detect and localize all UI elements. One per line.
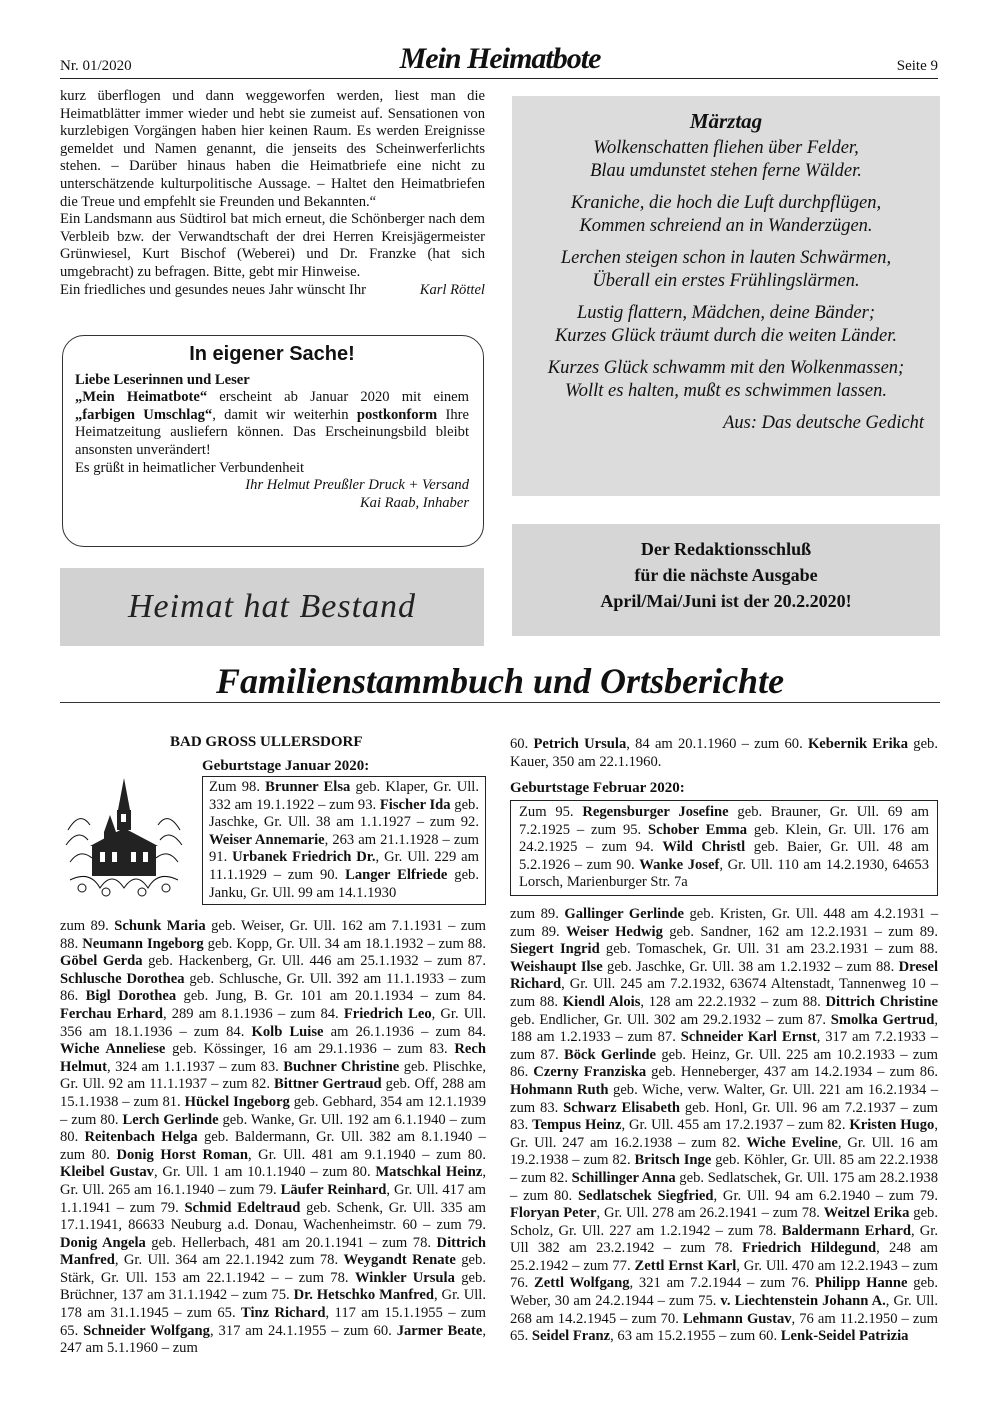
masthead-title: Mein Heimatbote	[399, 42, 601, 75]
birthday-detail: , Gr. Ull. 265 am 16.1.1940 – zum 79.	[60, 1164, 486, 1198]
notice-signature-2: Kai Raab, Inhaber	[359, 494, 469, 511]
january-birthdays-list	[60, 918, 486, 1358]
birthday-detail: , 63 am 15.2.1955 – zum 60.	[610, 1328, 781, 1345]
birthday-detail: , Gr. Ull. 94 am 6.2.1940 – zum 79.	[713, 1187, 938, 1204]
poem-title: Märztag	[689, 109, 763, 133]
deadline-line-2: für die nächste Ausgabe	[634, 565, 818, 585]
birthday-detail: geb. Scholz, Gr. Ull. 227 am 1.2.1942 – zum 78.	[510, 1205, 938, 1239]
birthday-detail: geb. Endlicher, Gr. Ull. 302 am 29.2.1932 – zum 87.	[510, 1011, 831, 1028]
poem-line: Kraniche, die hoch die Luft durchpflügen,	[570, 193, 882, 213]
intro-closing: Ein friedliches und gesundes neues Jahr wünscht Ihr	[60, 281, 366, 298]
person-name: Schwarz Elisabeth	[563, 1099, 680, 1116]
birthday-detail: , Gr. Ull. 278 am 26.2.1941 – zum 78.	[596, 1205, 824, 1222]
birthday-detail: , Gr. Ull. 229 am 11.1.1929 – zum 90.	[209, 849, 479, 883]
poem-line: Lerchen steigen schon in lauten Schwärmen,	[560, 248, 892, 268]
person-name: Kiendl Alois	[562, 993, 641, 1010]
birthday-detail: , 128 am 22.2.1932 – zum 88.	[640, 993, 826, 1010]
person-name: Hückel Ingeborg	[184, 1093, 290, 1110]
birthday-detail: am 26.1.1936 – zum 84.	[323, 1023, 486, 1040]
birthday-detail: geb. Heinz, Gr. Ull. 225 am 10.2.1933 – zum 86.	[510, 1046, 938, 1081]
birthday-detail: zum 89.	[60, 918, 115, 934]
birthday-detail: , 188 am 1.2.1933 – zum 87.	[510, 1011, 939, 1046]
person-name: Buchner Christine	[283, 1058, 400, 1075]
poem-stanza	[512, 247, 940, 293]
birthday-detail: geb. Sandner, 162 am 12.2.1931 – zum 89.	[662, 923, 938, 940]
birthday-detail: geb. Gebhard, 354 am 12.1.1939 – zum 80.	[60, 1093, 487, 1128]
birthday-detail: , Gr. Ull. 247 am 16.2.1938 – zum 82.	[510, 1117, 938, 1151]
birthday-detail: geb. Plischke, Gr. Ull. 92 am 11.1.1937 – zum 82.	[60, 1058, 486, 1093]
birthday-detail: , 76 am 11.2.1950 – zum 65.	[510, 1310, 938, 1345]
person-name: Ferchau Erhard	[60, 1005, 163, 1022]
person-name: Rech Helmut	[60, 1041, 486, 1075]
birthday-detail: geb. Schlusche, Gr. Ull. 392 am 11.1.1933 – zum 86.	[60, 970, 486, 1005]
deadline-line-3: April/Mai/Juni ist der 20.2.2020!	[600, 591, 852, 611]
birthday-detail: , Gr. Ull. 1 am 10.1.1940 – zum 80.	[153, 1164, 376, 1181]
birthday-detail: geb. Hellerbach, 481 am 20.1.1941 – zum 78.	[145, 1234, 437, 1251]
birthday-detail: , 324 am 1.1.1937 – zum 83.	[107, 1058, 284, 1075]
birthday-detail: , Gr. Ull. 178 am 31.1.1945 – zum 65.	[60, 1287, 486, 1322]
february-top-box	[510, 800, 938, 896]
birthday-detail: geb. Tomaschek, Gr. Ull. 31 am 23.2.1931 – zum 88.	[599, 941, 938, 958]
birthday-detail: geb. Jaschke, Gr. Ull. 38 am 1.2.1932 – zum 88.	[602, 958, 899, 975]
person-name: Göbel Gerda	[60, 953, 143, 970]
birthday-detail: , Gr. Ull. 417 am 1.1.1941 – zum 79.	[60, 1181, 486, 1216]
poem-stanza	[512, 137, 940, 183]
birthday-detail: , Gr. Ull. 268 am 14.2.1945 – zum 70.	[510, 1293, 938, 1327]
person-name: Winkler Ursula	[354, 1269, 455, 1286]
birthday-detail: geb. Kristen, Gr. Ull. 448 am 4.2.1931 – zum 89.	[510, 906, 938, 940]
birthday-detail: geb. Baier, Gr. Ull. 48 am 5.2.1926 – zum 90.	[519, 839, 929, 873]
person-name: Schmid Edeltraud	[184, 1199, 301, 1216]
person-name: Smolka Gertrud	[830, 1011, 935, 1028]
birthday-detail: geb. Weber, 30 am 24.2.1944 – zum 75.	[510, 1275, 939, 1310]
birthday-detail: , 317 am 7.2.1933 – zum 87.	[510, 1029, 938, 1063]
person-name: Gallinger Gerlinde	[564, 906, 684, 922]
birthday-detail: geb. Wanke, Gr. Ull. 192 am 6.1.1940 – zum 80.	[60, 1111, 486, 1146]
location-heading: BAD GROSS ULLERSDORF	[170, 734, 363, 750]
person-name: Dr. Hetschko Manfred	[293, 1287, 434, 1304]
poem-box	[512, 96, 940, 496]
heimat-banner-text: Heimat hat Bestand	[127, 588, 417, 625]
birthday-detail: geb. Honl, Gr. Ull. 96 am 7.2.1937 – zum 83.	[510, 1099, 938, 1134]
birthday-detail: geb. Klein, Gr. Ull. 176 am 24.2.1925 – zum 94.	[519, 821, 929, 856]
person-name: Britsch Inge	[634, 1152, 712, 1169]
person-name: Schlusche Dorothea	[60, 970, 185, 987]
person-name: Kleibel Gustav	[60, 1164, 154, 1181]
person-name: Wild Christl	[662, 839, 746, 856]
person-name: Bigl Dorothea	[85, 988, 177, 1005]
person-name: Schober Emma	[648, 821, 748, 838]
poem-line: Blau umdunstet stehen ferne Wälder.	[590, 161, 862, 181]
person-name: Kebernik Erika	[807, 736, 909, 752]
section-title: Familienstammbuch und Ortsberichte	[215, 661, 785, 701]
birthday-detail: , Gr. Ull. 470 am 12.2.1943 – zum 76.	[510, 1257, 938, 1292]
poem-line: Kurzes Glück schwamm mit den Wolkenmassen;	[547, 358, 905, 378]
birthday-detail: , 247 am 5.1.1960 – zum	[60, 1322, 487, 1357]
person-name: Reitenbach Helga	[84, 1129, 198, 1146]
birthday-detail: , 263 am 21.1.1928 – zum 91.	[209, 831, 479, 866]
person-name: Donig Angela	[60, 1234, 146, 1251]
intro-signature: Karl Röttel	[419, 281, 485, 298]
notice-regards: Es grüßt in heimatlicher Verbundenheit	[75, 459, 305, 476]
birthday-detail: geb. Wiche, verw. Walter, Gr. Ull. 221 am 16.2.1934 – zum 83.	[510, 1081, 939, 1116]
notice-greeting: Liebe Leserinnen und Leser	[75, 371, 250, 388]
person-name: Lenk-Seidel Patrizia	[780, 1328, 909, 1345]
birthday-detail: geb. Jaschke, Gr. Ull. 38 am 1.1.1927 – zum 92.	[209, 796, 479, 831]
person-name: Floryan Peter	[510, 1205, 597, 1222]
january-birthdays-continued	[510, 736, 938, 771]
birthday-detail: geb. Sedlatschek, Gr. Ull. 175 am 28.2.1938 – zum 80.	[510, 1169, 938, 1204]
person-name: Neumann Ingeborg	[82, 935, 204, 952]
person-name: Jarmer Beate	[396, 1322, 483, 1339]
intro-paragraph-2: Ein Landsmann aus Südtirol bat mich erneut, die Schönberger nach dem Verbleib bzw. der Verwandtschaft der drei Herren Kreisjägermeister Grünwiesel, Kurt Bischof (Weberei) und Dr. Franzke (hat sich umgebracht) zu befragen. Bitte, gebt mir Hinweise.	[60, 211, 485, 280]
person-name: Weitzel Erika	[823, 1205, 910, 1222]
person-name: Urbanek Friedrich Dr.	[232, 849, 376, 866]
person-name: Bittner Gertraud	[274, 1076, 382, 1093]
birthday-detail: geb. Klaper, Gr. Ull. 332 am 19.1.1922 – zum 93.	[209, 779, 480, 813]
person-name: Donig Horst Roman	[116, 1146, 248, 1163]
birthday-detail: geb. Kössinger, 16 am 29.1.1936 – zum 83.	[165, 1041, 455, 1058]
birthday-detail: , Gr. Ull. 364 am 22.1.1942 zum 78.	[114, 1252, 344, 1269]
person-name: Baldermann Erhard	[781, 1222, 911, 1239]
intro-article	[60, 88, 485, 299]
person-name: Hohmann Ruth	[510, 1081, 609, 1098]
birthday-detail: geb. Brüchner, 137 am 31.1.1942 – zum 75.	[60, 1269, 486, 1304]
person-name: Wiche Anneliese	[60, 1041, 166, 1058]
person-name: Weygandt Renate	[343, 1252, 456, 1269]
deadline-line-1: Der Redaktionsschluß	[640, 539, 812, 559]
poem-stanza	[512, 302, 940, 348]
person-name: Dittrich Manfred	[60, 1234, 486, 1269]
person-name: Böck Gerlinde	[563, 1046, 657, 1063]
person-name: Petrich Ursula	[533, 736, 627, 752]
deadline-box	[512, 524, 940, 636]
poem-line: Kurzes Glück träumt durch die weiten Länder.	[554, 326, 898, 346]
person-name: Czerny Franziska	[533, 1064, 647, 1081]
february-birthdays-list	[510, 906, 938, 1346]
person-name: Tempus Heinz	[532, 1117, 622, 1134]
birthday-detail: , Gr. Ull. 455 am 17.2.1937 – zum 82.	[621, 1117, 850, 1134]
intro-closing-line	[60, 282, 485, 300]
poem-line: Lustig flattern, Mädchen, deine Bänder;	[576, 303, 875, 323]
section-divider	[60, 702, 940, 703]
birthday-detail: geb. Janku, Gr. Ull. 99 am 14.1.1930	[209, 866, 480, 901]
february-birthdays-heading: Geburtstage Februar 2020:	[510, 780, 685, 796]
january-birthdays-heading: Geburtstage Januar 2020:	[202, 758, 370, 774]
person-name: Dresel Richard	[510, 958, 939, 993]
header-divider	[60, 78, 938, 79]
birthday-detail: geb. Stärk, Gr. Ull. 153 am 22.1.1942 – – zum 78.	[60, 1252, 486, 1286]
person-name: Friedrich Hildegund	[742, 1240, 877, 1257]
person-name: v. Liechtenstein Johann A.	[720, 1293, 886, 1310]
birthday-detail: , 84 am 20.1.1960 – zum 60.	[626, 736, 808, 752]
person-name: Lerch Gerlinde	[122, 1111, 219, 1128]
person-name: Schneider Wolfgang	[83, 1322, 210, 1339]
person-name: Langer Elfriede	[345, 866, 448, 883]
person-name: Zettl Wolfgang	[534, 1275, 630, 1292]
person-name: Sedlatschek Siegfried	[577, 1187, 714, 1204]
poem-line: Kommen schreiend an in Wanderzügen.	[579, 216, 873, 236]
birthday-detail: , Gr. Ull. 16 am 19.2.1938 – zum 82.	[510, 1134, 938, 1169]
person-name: Weiser Hedwig	[566, 923, 663, 940]
birthday-detail: , Gr. Ull 382 am 23.2.1942 – zum 78.	[510, 1222, 938, 1257]
person-name: Lehmann Gustav	[682, 1310, 792, 1327]
birthday-detail: 60.	[510, 736, 534, 752]
notice-box	[62, 335, 484, 547]
birthday-detail: Zum 98.	[209, 779, 266, 795]
birthday-detail: , Gr. Ull. 110 am 14.2.1930, 64653 Lorsch, Marienburger Str. 7a	[519, 856, 929, 891]
birthday-detail: , Gr. Ull. 245 am 7.2.1932, 63674 Altenstadt, Tannenweg 10 – zum 88.	[510, 976, 938, 1010]
birthday-detail: Zum 95.	[519, 804, 583, 820]
notice-title: In eigener Sache!	[189, 343, 355, 365]
person-name: Siegert Ingrid	[510, 941, 600, 958]
heimat-banner	[60, 568, 484, 646]
person-name: Dittrich Christine	[825, 993, 939, 1010]
birthday-detail: geb. Jung, B. Gr. 101 am 20.1.1934 – zum 84.	[176, 988, 486, 1005]
person-name: Weiser Annemarie	[209, 831, 325, 848]
birthday-detail: geb. Baldermann, Gr. Ull. 382 am 8.1.1940 – zum 80.	[60, 1129, 486, 1163]
birthday-detail: , Gr. Ull. 356 am 18.1.1936 – zum 84.	[60, 1005, 487, 1040]
person-name: Tinz Richard	[240, 1305, 326, 1322]
january-top-box	[202, 776, 486, 905]
person-name: Wiche Eveline	[746, 1134, 838, 1151]
person-name: Zettl Ernst Karl	[634, 1257, 737, 1274]
poem-line: Wolkenschatten fliehen über Felder,	[593, 138, 859, 158]
birthday-detail: geb. Schenk, Gr. Ull. 335 am 17.1.1941, 86633 Neuburg a.d. Donau, Wachenheimstr. 60 – zum 79.	[60, 1199, 487, 1234]
church-illustration-icon	[60, 770, 188, 900]
birthday-detail: geb. Brauner, Gr. Ull. 69 am 7.2.1925 – zum 95.	[519, 804, 929, 838]
birthday-detail: , 317 am 24.1.1955 – zum 60.	[209, 1322, 397, 1339]
page-number: Seite 9	[896, 58, 938, 74]
intro-paragraph-1: kurz überflogen und dann weggeworfen werden, liest man die Heimatblätter immer wieder und hebt sie zumeist auf. Sensationen von kurzlebigen Vorgängen haben hier keinen Raum. Es werden Ereignisse gemeldet und Namen genannt, die jenseits des Scheinwerferlichts stehen. – Darüber hinaus haben die Heimatbriefe eine nicht zu unterschätzende kulturpolitische Aussage. – Haltet den Heimatbriefen die Treue und empfehlt sie Freunden und Bekannten.“	[60, 88, 485, 210]
birthday-detail: , 117 am 15.1.1955 – zum 65.	[60, 1305, 487, 1339]
person-name: Regensburger Josefine	[582, 804, 729, 820]
person-name: Seidel Franz	[531, 1328, 611, 1345]
person-name: Fischer Ida	[379, 796, 451, 813]
person-name: Schillinger Anna	[571, 1169, 676, 1186]
poem-line: Wollt es halten, mußt es schwimmen lassen.	[564, 381, 887, 401]
person-name: Kristen Hugo	[849, 1117, 935, 1134]
birthday-detail: geb. Weiser, Gr. Ull. 162 am 7.1.1931 – zum 88.	[60, 918, 487, 952]
poem-line: Überall ein erstes Frühlingslärmen.	[592, 271, 860, 291]
person-name: Weishaupt Ilse	[510, 958, 603, 975]
birthday-detail: geb. Kauer, 350 am 22.1.1960.	[510, 736, 938, 770]
birthday-detail: geb. Kopp, Gr. Ull. 34 am 18.1.1932 – zum 88.	[203, 935, 486, 952]
person-name: Kolb Luise	[251, 1023, 324, 1040]
poem-stanza	[512, 192, 940, 238]
birthday-detail: geb. Off, 288 am 15.1.1938 – zum 81.	[60, 1076, 486, 1110]
person-name: Läufer Reinhard	[280, 1181, 387, 1198]
birthday-detail: , 248 am 25.2.1942 – zum 77.	[510, 1240, 939, 1274]
person-name: Wanke Josef	[639, 856, 720, 873]
person-name: Matschkal Heinz	[375, 1164, 483, 1181]
person-name: Friedrich Leo	[343, 1005, 432, 1022]
notice-signature-1: Ihr Helmut Preußler Druck + Versand	[245, 477, 469, 494]
birthday-detail: zum 89.	[510, 906, 565, 922]
poem-source: Aus: Das deutsche Gedicht	[723, 413, 924, 433]
notice-body: „Mein Heimatbote“ erscheint ab Januar 2020 mit einem „farbigen Umschlag“, damit wir weiterhin postkonform Ihre Heimatzeitung ausliefern können. Das Erscheinungsbild bleibt ansonsten unverändert!	[75, 389, 469, 458]
birthday-detail: geb. Hackenberg, Gr. Ull. 446 am 25.1.1932 – zum 87.	[142, 953, 486, 970]
birthday-detail: , 289 am 8.1.1936 – zum 84.	[162, 1005, 344, 1022]
birthday-detail: geb. Henneberger, 437 am 14.2.1934 – zum 86.	[646, 1064, 939, 1081]
birthday-detail: geb. Köhler, Gr. Ull. 85 am 22.2.1938 – zum 82.	[510, 1152, 938, 1186]
poem-stanza	[512, 357, 940, 403]
birthday-detail: , 321 am 7.2.1944 – zum 76.	[629, 1275, 815, 1292]
birthday-detail: , Gr. Ull. 481 am 9.1.1940 – zum 80.	[247, 1146, 486, 1163]
person-name: Brunner Elsa	[265, 779, 351, 795]
person-name: Philipp Hanne	[814, 1275, 908, 1292]
issue-number: Nr. 01/2020	[60, 58, 132, 74]
person-name: Schneider Karl Ernst	[680, 1029, 817, 1046]
person-name: Schunk Maria	[114, 918, 206, 934]
